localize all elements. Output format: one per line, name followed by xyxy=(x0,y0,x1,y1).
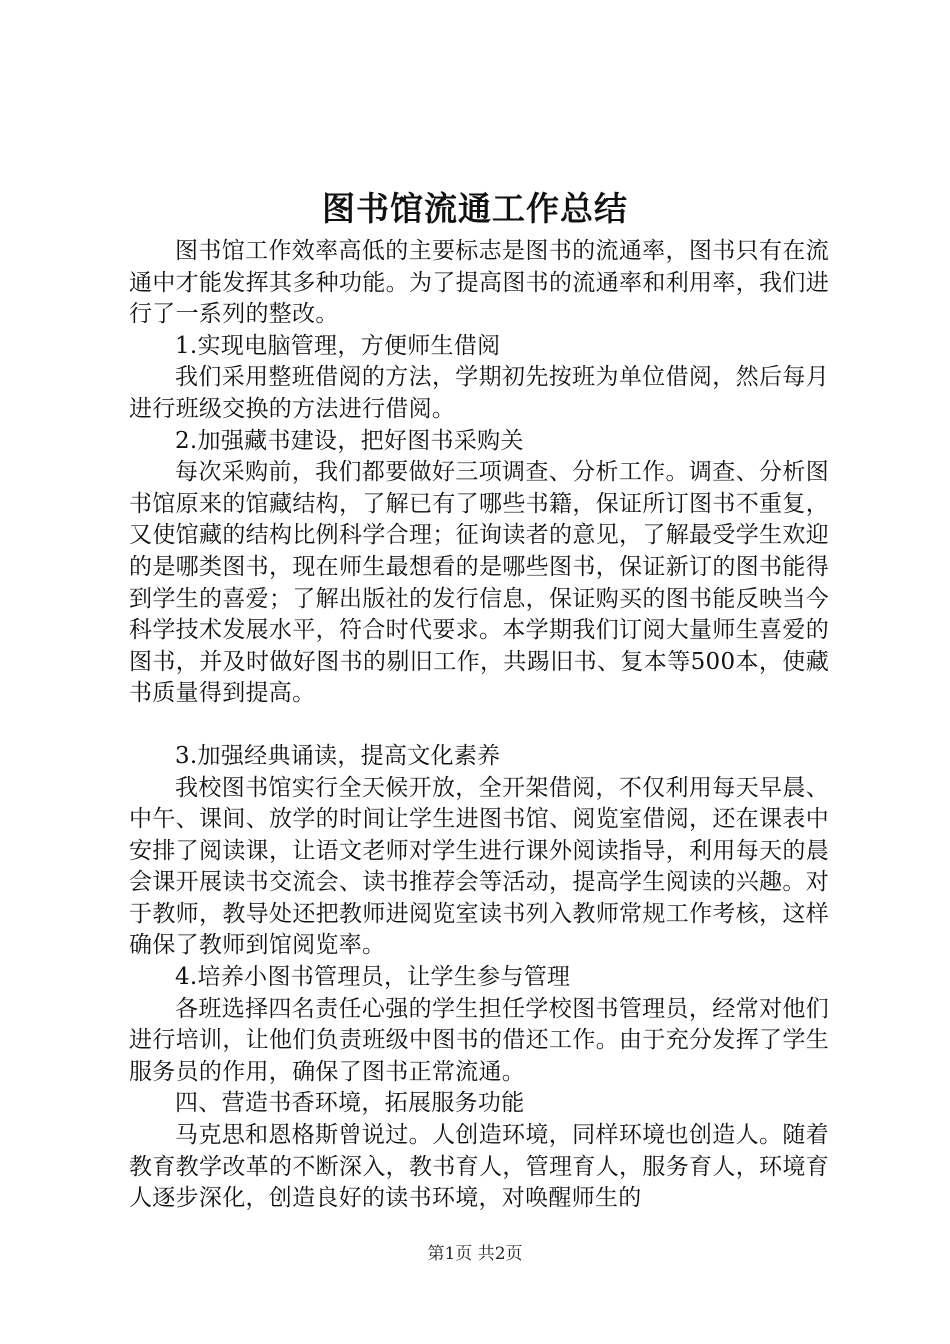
section-heading-1: 1.实现电脑管理，方便师生借阅 xyxy=(175,332,501,359)
section-heading-2: 2.加强藏书建设，把好图书采购关 xyxy=(175,427,524,454)
document-body xyxy=(129,236,829,1215)
section-5-paragraph: 马克思和恩格斯曾说过。人创造环境，同样环境也创造人。随着教育教学改革的不断深入，教书育人，管理育人，服务育人，环境育人逐步深化，创造良好的读书环境，对唤醒师生的 xyxy=(129,1122,829,1212)
page-number-footer: 第1页 共2页 xyxy=(427,1244,523,1264)
section-heading-5: 四、营造书香环境，拓展服务功能 xyxy=(175,1090,525,1117)
section-3-paragraph: 我校图书馆实行全天候开放，全开架借阅，不仅利用每天早晨、中午、课间、放学的时间让学生进图书馆、阅览室借阅，还在课表中安排了阅读课，让语文老师对学生进行课外阅读指导，利用每天的晨会课开展读书交流会、读书推荐会等活动，提高学生阅读的兴趣。对于教师，教导处还把教师进阅览室读书列入教师常规工作考核，这样确保了教师到馆阅览率。 xyxy=(129,774,829,959)
section-heading-4: 4.培养小图书管理员，让学生参与管理 xyxy=(175,964,571,991)
document-title: 图书馆流通工作总结 xyxy=(322,189,628,228)
intro-paragraph: 图书馆工作效率高低的主要标志是图书的流通率，图书只有在流通中才能发挥其多种功能。为了提高图书的流通率和利用率，我们进行了一系列的整改。 xyxy=(129,238,829,328)
section-2-paragraph: 每次采购前，我们都要做好三项调查、分析工作。调查、分析图书馆原来的馆藏结构，了解已有了哪些书籍，保证所订图书不重复，又使馆藏的结构比例科学合理；征询读者的意见，了解最受学生欢迎的是哪类图书，现在师生最想看的是哪些图书，保证新订的图书能得到学生的喜爱；了解出版社的发行信息，保证购买的图书能反映当今科学技术发展水平，符合时代要求。本学期我们订阅大量师生喜爱的图书，并及时做好图书的剔旧工作，共踢旧书、复本等500本，使藏书质量得到提高。 xyxy=(129,459,829,707)
section-4-paragraph: 各班选择四名责任心强的学生担任学校图书管理员，经常对他们进行培训，让他们负责班级中图书的借还工作。由于充分发挥了学生服务员的作用，确保了图书正常流通。 xyxy=(129,995,829,1085)
section-heading-3: 3.加强经典诵读，提高文化素养 xyxy=(175,742,501,769)
section-1-paragraph: 我们采用整班借阅的方法，学期初先按班为单位借阅，然后每月进行班级交换的方法进行借阅。 xyxy=(129,364,829,422)
blank-line xyxy=(129,710,829,741)
